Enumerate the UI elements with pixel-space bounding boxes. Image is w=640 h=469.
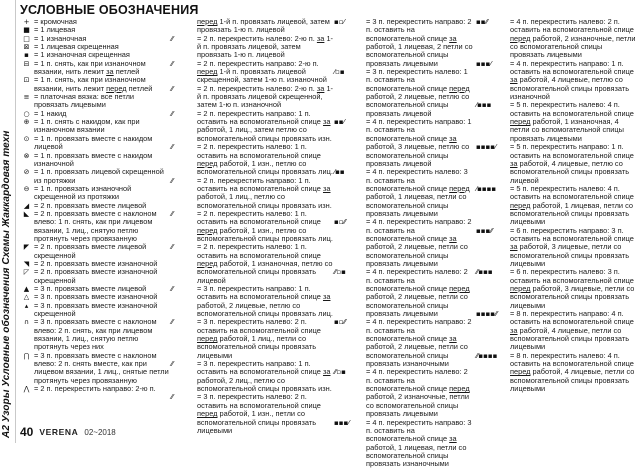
legend-text: = 4 п. перекрестить налево: 3 п. оставить на вспомогательной спице перед работой, 1 лицевая, петли со вспомогательной спицы провязать лицевыми: [366, 167, 470, 218]
symbol-icon: ⁄⁄: [171, 109, 174, 118]
symbol-icon: ⁄▪▪▪▪: [476, 184, 497, 193]
legend-entry: [20, 302, 170, 319]
legend-text: = 2 п. перекрестить направо: 1 п. оставить на вспомогательной спице за работой, 1 лиц., затем петлю со вспомогательной спицы провязать изн.: [197, 108, 332, 143]
symbol-icon: ⊠: [23, 43, 30, 52]
symbol-icon: ⊗: [23, 151, 30, 160]
legend-text: = 5 п. перекрестить налево: 4 п. оставить на вспомогательной спице перед работой, 1 изнаночная, 4 петли со вспомогательной спицы провязать лицевыми: [510, 100, 634, 143]
legend-text: = 1 лицевая скрещенная: [34, 42, 119, 52]
legend-text: = 4 п. перекрестить налево: 2 п. оставить на вспомогательной спице перед работой, 2 изнаночные, петли со вспомогательной спицы провязать лицевыми: [366, 367, 470, 419]
legend-text: = 5 п. перекрестить налево: 4 п. оставить на вспомогательной спице перед работой, 1 лицевая, петли со вспомогательной спицы провязать лицевыми: [510, 183, 634, 227]
symbol-icon: ⁄⁄▫▪: [334, 368, 346, 377]
symbol-icon: ▪▫⁄⁄: [334, 318, 346, 327]
side-strip: [0, 0, 16, 443]
symbol-icon: ⁄⁄: [171, 360, 174, 369]
legend-entry: [20, 60, 170, 77]
legend-text: = 4 п. перекрестить направо: 3 п. оставить на вспомогательной спице за работой, 1 лицевая, петли со вспомогательной спицы провязать изнаночными: [366, 417, 472, 469]
legend-text: = 2 п. перекрестить налево: 2-ю п. за 1-й п. провязать лицевой, затем провязать 1-ю п. лицевой: [197, 33, 334, 60]
symbol-icon: ⁄⁄▪▪▪: [476, 268, 493, 277]
legend-entry: [171, 85, 333, 110]
legend-text: = 3 п. провязать вместе изнаночной: [34, 292, 158, 302]
legend-text: = 2 п. перекрестить налево: 1 п. оставить на вспомогательной спице перед работой, 1 изн., петлю со вспомогательной спицы провязать лиц.: [197, 208, 333, 243]
symbol-icon: △: [23, 293, 30, 302]
legend-entry: [334, 68, 474, 118]
legend-text: = 2 п. провязать вместе лицевой скрещенной: [34, 242, 147, 260]
symbol-icon: ⁄⁄: [171, 285, 174, 293]
legend-column-4: [476, 18, 636, 418]
symbol-icon: ∩: [23, 318, 30, 327]
legend-entry: [476, 268, 636, 310]
symbol-icon: ▪▪▪▪⁄⁄: [476, 310, 498, 319]
legend-text: = 4 п. перекрестить налево: 2 п. оставить на вспомогательной спице перед работой, 2 лицевые, петли со вспомогательной спицы провязать лицевыми: [366, 267, 470, 319]
legend-entry: [20, 185, 170, 202]
legend-text: = 4 п. перекрестить направо: 1 п. оставить на вспомогательной спице за работой, 4 лицевые, петлю со вспомогательной спицы провязать изнаночной: [510, 58, 634, 102]
legend-entry: [20, 93, 170, 110]
page-title: УСЛОВНЫЕ ОБОЗНАЧЕНИЯ: [20, 3, 199, 17]
legend-entry: [476, 18, 636, 60]
legend-entry: [476, 101, 636, 143]
legend-text: = 2 п. провязать вместе с наклоном влево: 1 п. снять, как при лицевом вязании, 1 лиц., снятую петлю протянуть через провязанную: [34, 208, 157, 243]
symbol-icon: ≡: [23, 93, 30, 102]
legend-text: = 2 п. провязать вместе изнаночной: [34, 258, 158, 268]
legend-entry: [334, 118, 474, 168]
legend-text: = 3 п. перекрестить направо: 1 п. оставить на вспомогательной спице за работой, 2 лицевые, петлю со вспомогательной спицы провязать лиц.: [197, 284, 333, 319]
symbol-icon: ⊙: [23, 134, 30, 143]
legend-column-1: [20, 18, 170, 418]
legend-text: = 1 п. провязать вместе с накидом изнаночной: [34, 150, 153, 168]
legend-entry: [334, 18, 474, 68]
symbol-icon: ⁄⁄: [171, 393, 174, 402]
symbol-icon: +: [23, 18, 30, 26]
legend-text: = 2 п. перекрестить направо: 2-ю п.: [34, 384, 156, 394]
symbol-icon: ⋀: [23, 385, 30, 394]
legend-text: = 1 п. снять, как при изнаночном вязании, нить лежит перед петлей: [34, 75, 153, 93]
symbol-icon: ◢: [23, 201, 30, 210]
legend-text: = 2 п. перекрестить направо: 1 п. оставить на вспомогательной спице за работой, 1 лиц., петлю со вспомогательной спицы провязать изн.: [197, 175, 332, 210]
legend-text: = 2 п. перекрестить налево: 2-ю п. за 1-й п. провязать лицевой скрещенной, затем 1-ю п. изнаночной: [197, 83, 334, 110]
symbol-icon: ⁄⁄: [171, 209, 174, 218]
legend-entry: [171, 393, 333, 435]
legend-entry: [171, 318, 333, 360]
legend-text: = 3 п. перекрестить направо: 1 п. оставить на вспомогательной спице за работой, 2 лиц., петлю со вспомогательной спицы провязать изн.: [197, 359, 332, 394]
legend-text: перед 1-й п. провязать лицевой, затем провязать 1-ю п. лицевой: [197, 17, 330, 35]
symbol-icon: ▪▪▪▪⁄: [476, 143, 497, 152]
legend-entry: [334, 168, 474, 218]
legend-entry: [334, 419, 474, 469]
symbol-icon: ⁄⁄▫▪: [334, 268, 346, 277]
legend-entry: [20, 210, 170, 243]
legend-text: = 1 п. снять, как при изнаночном вязании, нить лежит за петлей: [34, 58, 146, 77]
legend-entry: [334, 318, 474, 368]
legend-text: = кромочная: [34, 17, 77, 26]
legend-entry: [20, 76, 170, 93]
legend-entry: [20, 268, 170, 285]
symbol-icon: ◸: [23, 268, 30, 277]
symbol-icon: ⁄⁄: [171, 59, 174, 68]
symbol-icon: ⋂: [23, 351, 30, 360]
legend-text: = 6 п. перекрестить налево: 3 п. оставить на вспомогательной спице перед работой, 3 лицевые, петли со вспомогательной спицы провязать лицевыми: [510, 267, 635, 310]
legend-text: = 1 п. провязать вместе с накидом лицевой: [34, 133, 153, 152]
symbol-icon: ◥: [23, 259, 30, 268]
legend-entry: [171, 243, 333, 285]
legend-text: = 2 п. перекрестить направо: 2-ю п. перед 1-й п. провязать лицевой скрещенной, затем 1-ю п. изнаночной: [197, 58, 327, 85]
legend-text: = 1 п. провязать лицевой скрещенной из протяжки: [34, 167, 164, 185]
legend-entry: [20, 318, 170, 351]
symbol-icon: ⁄⁄: [171, 143, 174, 152]
symbol-icon: ○: [23, 109, 30, 118]
legend-entry: [20, 352, 170, 385]
symbol-icon: ■: [23, 26, 30, 35]
symbol-icon: ⁄⁄: [171, 34, 174, 43]
symbol-icon: ▪: [24, 51, 29, 60]
legend-entry: [20, 152, 170, 169]
legend-text: = 1 изнаночная скрещенная: [34, 50, 130, 60]
legend-text: = 1 накид: [34, 108, 67, 118]
legend-text: = 8 п. перекрестить направо: 4 п. оставить на вспомогательной спице за работой, 4 лицевые, петли со вспомогательной спицы провязать лицевыми: [510, 309, 634, 352]
symbol-icon: ⊟: [23, 59, 30, 68]
legend-entry: [476, 352, 636, 394]
legend-text: = 5 п. перекрестить направо: 1 п. оставить на вспомогательной спице за работой, 4 лицевые, петлю со вспомогательной спицы провязать лицевой: [510, 142, 634, 185]
legend-entry: [476, 310, 636, 352]
legend-entry: [171, 35, 333, 60]
symbol-icon: ⁄▫▪: [334, 68, 345, 77]
legend-text: = 3 п. перекрестить налево: 1 п. оставить на вспомогательной спице перед работой, 2 лицевые, петлю со вспомогательной спицы провязать лицевой: [366, 67, 470, 118]
legend-entry: [20, 168, 170, 185]
legend-text: = 6 п. перекрестить направо: 3 п. оставить на вспомогательной спице за работой, 3 лицевые, петли со вспомогательной спицы провязать лицевыми: [510, 225, 634, 268]
legend-column-2: [171, 17, 334, 435]
legend-entry: [334, 218, 474, 268]
legend-entry: [476, 143, 636, 185]
symbol-icon: ⁄▪▪▪: [476, 101, 492, 110]
symbol-icon: ⊕: [23, 118, 30, 127]
symbol-icon: ⊖: [23, 184, 30, 193]
legend-entry: [171, 177, 333, 210]
legend-entry: [171, 18, 333, 35]
symbol-icon: ⁄⁄: [171, 318, 174, 327]
legend-text: = 1 п. провязать изнаночной скрещенной из протяжки: [34, 183, 132, 202]
legend-entry: [20, 118, 170, 135]
symbol-icon: ⊘: [23, 168, 30, 177]
legend-text: = 2 п. провязать вместе изнаночной скрещенной: [34, 267, 158, 285]
legend-entry: [334, 268, 474, 318]
legend-text: = платочная вязка: все петли провязать лицевыми: [34, 92, 135, 110]
symbol-icon: □: [23, 34, 30, 43]
legend-text: = 4 п. перекрестить направо: 2 п. оставить на вспомогательной спице за работой, 2 лицевые, петли со вспомогательной спицы провязать лицевыми: [366, 217, 472, 268]
legend-entry: [171, 143, 333, 176]
brand-name: VERENA: [39, 427, 79, 437]
legend-entry: [20, 385, 170, 393]
symbol-icon: ▪▪▪⁄: [334, 418, 350, 427]
symbol-icon: ▪▫⁄⁄: [334, 218, 346, 227]
side-title: A2 Узоры Условные обозначения Схемы Жаккардовая техн: [1, 130, 12, 438]
legend-entry: [171, 360, 333, 393]
legend-entry: [476, 60, 636, 102]
legend-entry: [171, 60, 333, 85]
legend-text: = 4 п. перекрестить направо: 2 п. оставить на вспомогательной спице за работой, 2 лицевые, петли со вспомогательной спицы провязать изнаночными: [366, 317, 472, 369]
symbol-icon: ⁄▪▪: [334, 168, 345, 177]
legend-text: = 3 п. провязать вместе лицевой: [34, 284, 147, 293]
legend-text: = 4 п. перекрестить налево: 2 п. оставить на вспомогательной спице перед работой, 2 изнаночные, петли со вспомогательной спицы провязать лицевыми: [510, 17, 636, 60]
symbol-icon: ▪▪⁄⁄: [476, 18, 488, 26]
page-number: 40: [20, 425, 34, 439]
legend-entry: [171, 110, 333, 143]
symbol-icon: ▪▪⁄: [334, 118, 345, 127]
legend-entry: [171, 210, 333, 243]
header: [20, 3, 632, 17]
legend-entry: [171, 285, 333, 318]
legend-text: = 3 п. провязать вместе с наклоном влево: 2 п. снять, как при лицевом вязании, 1 лиц., снятую петлю протянуть через них: [34, 317, 157, 352]
symbol-icon: ▲: [23, 285, 30, 293]
symbol-icon: ⁄⁄: [171, 243, 174, 252]
legend-entry: [476, 227, 636, 269]
symbol-icon: ⁄⁄▪▪▪▪: [476, 351, 498, 360]
symbol-icon: ⊡: [23, 76, 30, 85]
symbol-icon: ▴: [24, 301, 29, 310]
legend-text: = 1 лицевая: [34, 25, 76, 35]
legend-text: = 8 п. перекрестить налево: 4 п. оставить на вспомогательной спице перед работой, 4 лицевые, петли со вспомогательной спицы провязать лицевыми: [510, 350, 635, 394]
legend-entry: [20, 243, 170, 260]
legend-text: = 2 п. перекрестить налево: 1 п. оставить на вспомогательной спице перед работой, 1 изнаночная, петлю со вспомогательной спицы провязать лицевой: [197, 242, 333, 285]
legend-text: = 4 п. перекрестить направо: 1 п. оставить на вспомогательной спице за работой, 3 лицевые, петлю со вспомогательной спицы провязать лицевой: [366, 117, 472, 168]
symbol-icon: ◤: [23, 243, 30, 252]
legend-text: = 2 п. провязать вместе лицевой: [34, 200, 147, 210]
symbol-icon: ◣: [23, 209, 30, 218]
symbol-icon: ⁄⁄: [171, 176, 174, 185]
legend-text: = 3 п. провязать вместе изнаночной скрещенной: [34, 300, 158, 319]
legend-entry: [20, 135, 170, 152]
legend-text: = 1 п. снять с накидом, как при изнаночном вязании: [34, 117, 140, 135]
legend-column-3: [334, 17, 474, 469]
footer: [20, 425, 116, 439]
legend-text: = 3 п. перекрестить направо: 2 п. оставить на вспомогательной спице за работой, 1 лицевая, 2 петли со вспомогательной спицы провязать лицевыми: [366, 17, 473, 68]
legend-text: = 3 п. провязать вместе с наклоном влево: 2 п. снять вместе, как при лицевом вязании, 1 лиц., снятые петли протянуть через провязанную: [34, 350, 169, 385]
legend-text: = 3 п. перекрестить налево: 2 п. оставить на вспомогательной спице перед работой, 1 лиц., петли со вспомогательной спицы провязать лицевыми: [197, 317, 321, 360]
symbol-icon: ⁄⁄: [171, 84, 174, 93]
legend-entry: [476, 185, 636, 227]
legend-text: = 2 п. перекрестить налево: 1 п. оставить на вспомогательной спице перед работой, 1 изн., петлю со вспомогательной спицы провязать лиц.: [197, 142, 333, 177]
symbol-icon: ▪▪▪⁄⁄: [476, 226, 493, 235]
legend-text: = 3 п. перекрестить налево: 2 п. оставить на вспомогательной спице перед работой, 1 изн., петли со вспомогательной спицы провязать лицевыми: [197, 392, 321, 435]
issue-number: 02~2018: [84, 427, 116, 437]
symbol-icon: ▪▪▪⁄: [476, 59, 492, 68]
symbol-icon: ▪▫⁄: [334, 18, 345, 26]
legend-text: = 1 изнаночная: [34, 33, 87, 43]
legend-entry: [334, 368, 474, 418]
